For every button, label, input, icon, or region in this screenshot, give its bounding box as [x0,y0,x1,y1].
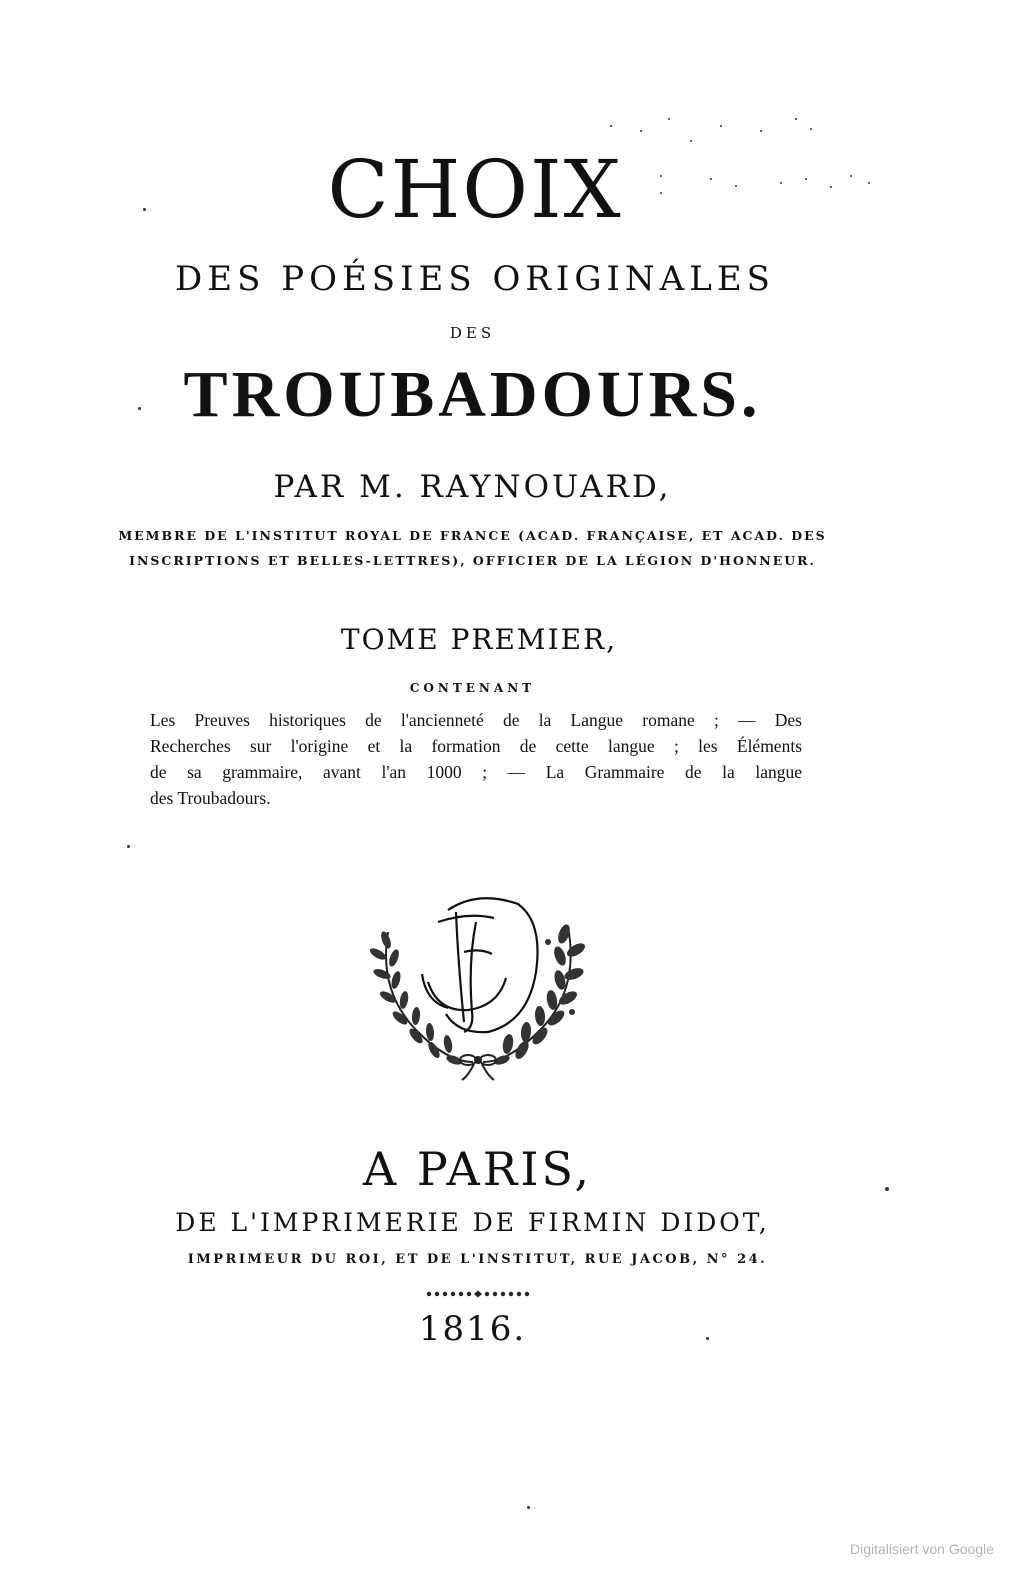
scan-speck [780,182,782,184]
scan-speck [138,407,141,410]
scan-speck [640,130,642,132]
digitization-watermark: Digitalisiert von Google [850,1541,994,1557]
contents-paragraph [150,707,802,811]
scan-speck [830,186,832,188]
scan-speck [868,182,870,184]
scan-speck [720,125,722,127]
scan-speck [795,118,797,120]
contents-line-2: Recherches sur l'origine et la formation de cette langue ; les Éléments [150,736,802,756]
book-title-troubadours: TROUBADOURS. [183,358,762,431]
volume-label: TOME PREMIER, [340,623,618,656]
scan-speck [850,175,852,177]
author-line: PAR M. RAYNOUARD, [273,469,672,505]
imprint-place: A PARIS, [362,1142,593,1196]
author-affiliation-line-2: INSCRIPTIONS ET BELLES-LETTRES), OFFICIER DE LA LÉGION D'HONNEUR. [129,553,816,568]
scan-speck [690,140,692,142]
scan-speck [760,130,762,132]
fd-monogram-icon [422,898,538,1032]
scan-speck [127,845,130,848]
scan-speck [610,125,612,127]
scan-speck [660,175,662,177]
scan-speck [668,118,670,120]
scan-speck [660,192,662,194]
scan-speck [143,208,146,211]
ornamental-rule-icon [425,1290,531,1298]
scan-speck [810,128,812,130]
scan-speck [805,178,807,180]
scan-speck [706,1337,709,1340]
subtitle-connector: DES [449,324,496,342]
imprint-year: 1816. [418,1309,527,1349]
contents-heading: CONTENANT [409,681,536,695]
scan-speck [735,185,737,187]
contents-line-1: Les Preuves historiques de l'ancienneté de la Langue romane ; — Des [150,710,802,730]
ribbon-bow-icon [460,1055,496,1080]
author-affiliation-line-1: MEMBRE DE L'INSTITUT ROYAL DE FRANCE (ACAD. FRANÇAISE, ET ACAD. DES [118,528,827,543]
scan-speck [710,178,712,180]
imprint-printer: DE L'IMPRIMERIE DE FIRMIN DIDOT, [175,1208,770,1237]
scan-speck [527,1506,530,1509]
printer-wreath-emblem [368,882,588,1082]
scan-speck [885,1187,889,1191]
contents-line-4: des Troubadours. [150,788,271,808]
imprint-printer-detail: IMPRIMEUR DU ROI, ET DE L'INSTITUT, RUE JACOB, N° 24. [187,1252,768,1267]
book-subtitle: DES POÉSIES ORIGINALES [175,259,775,299]
contents-line-3: de sa grammaire, avant l'an 1000 ; — La Grammaire de la langue [150,762,802,782]
book-title-choix: CHOIX [327,143,623,236]
